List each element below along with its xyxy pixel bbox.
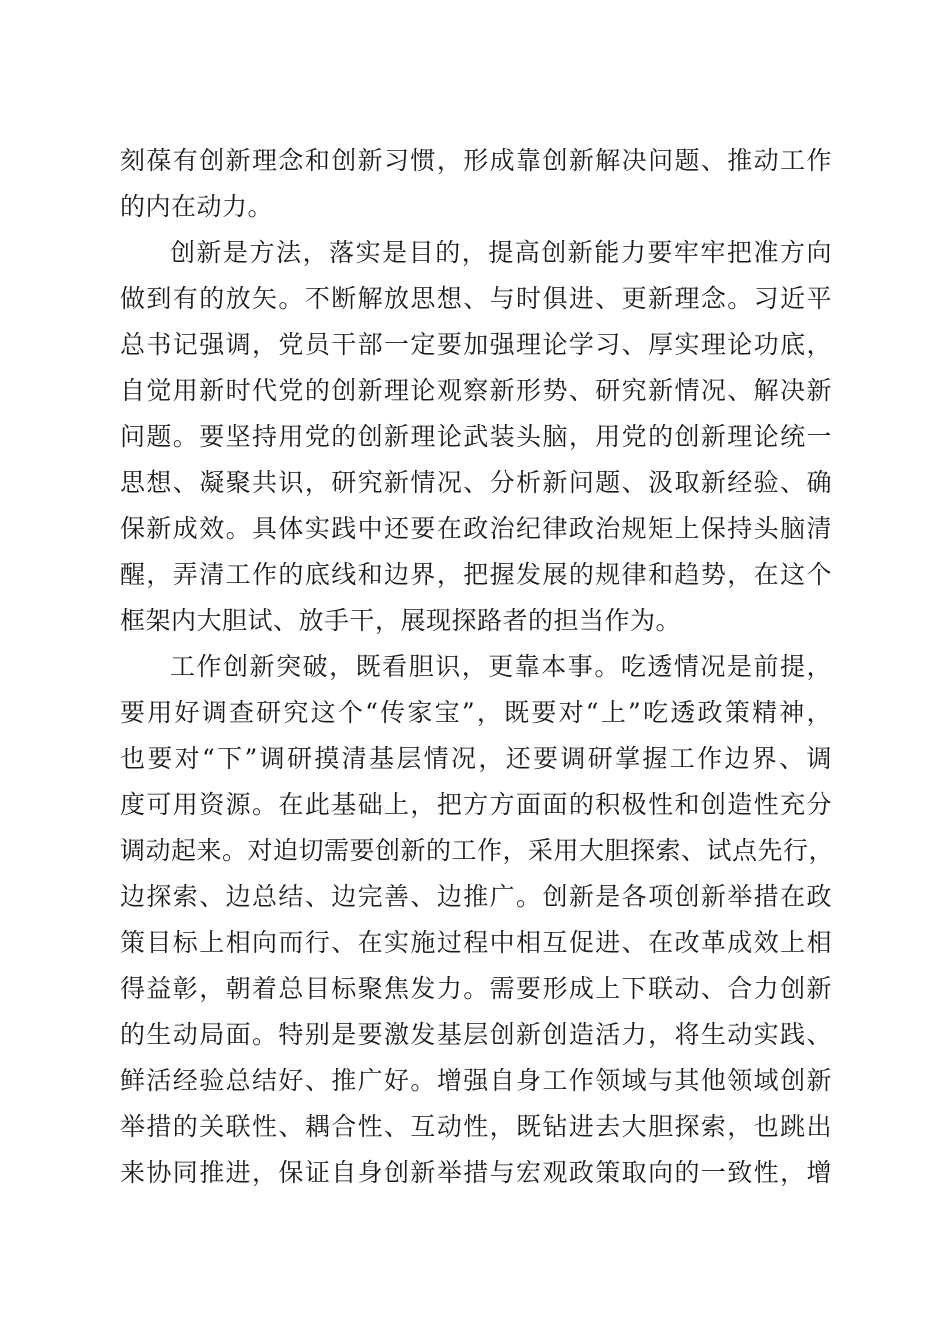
text-line: 总书记强调，党员干部一定要加强理论学习、厚实理论功底， <box>120 330 832 359</box>
text-line: 醒，弄清工作的底线和边界，把握发展的规律和趋势，在这个 <box>120 560 832 589</box>
text-line: 调动起来。对迫切需要创新的工作，采用大胆探索、试点先行， <box>120 836 835 865</box>
text-line: 也要对“下”调研摸清基层情况，还要调研掌握工作边界、调 <box>120 744 832 773</box>
text-line: 框架内大胆试、放手干，展现探路者的担当作为。 <box>120 606 682 635</box>
text-line: 得益彰，朝着总目标聚焦发力。需要形成上下联动、合力创新 <box>120 974 832 1003</box>
text-line: 边探索、边总结、边完善、边推广。创新是各项创新举措在政 <box>120 882 832 911</box>
text-line: 问题。要坚持用党的创新理论武装头脑，用党的创新理论统一 <box>120 422 832 451</box>
text-line: 度可用资源。在此基础上，把方方面面的积极性和创造性充分 <box>120 790 832 819</box>
text-line: 自觉用新时代党的创新理论观察新形势、研究新情况、解决新 <box>120 376 832 405</box>
text-line: 鲜活经验总结好、推广好。增强自身工作领域与其他领域创新 <box>120 1066 832 1095</box>
text-line: 的生动局面。特别是要激发基层创新创造活力，将生动实践、 <box>120 1020 832 1049</box>
text-line: 做到有的放矢。不断解放思想、与时俱进、更新理念。习近平 <box>120 284 832 313</box>
text-line: 工作创新突破，既看胆识，更靠本事。吃透情况是前提， <box>170 652 832 681</box>
text-line: 的内在动力。 <box>120 192 274 221</box>
text-line: 思想、凝聚共识，研究新情况、分析新问题、汲取新经验、确 <box>120 468 832 497</box>
text-line: 举措的关联性、耦合性、互动性，既钻进去大胆探索，也跳出 <box>120 1112 832 1141</box>
text-line: 来协同推进，保证自身创新举措与宏观政策取向的一致性，增 <box>120 1158 832 1187</box>
text-line: 要用好调查研究这个“传家宝”，既要对“上”吃透政策精神， <box>120 698 832 727</box>
text-line: 保新成效。具体实践中还要在政治纪律政治规矩上保持头脑清 <box>120 514 832 543</box>
text-line: 刻葆有创新理念和创新习惯，形成靠创新解决问题、推动工作 <box>120 146 832 175</box>
text-line: 创新是方法，落实是目的，提高创新能力要牢牢把准方向 <box>170 238 832 267</box>
text-line: 策目标上相向而行、在实施过程中相互促进、在改革成效上相 <box>120 928 832 957</box>
